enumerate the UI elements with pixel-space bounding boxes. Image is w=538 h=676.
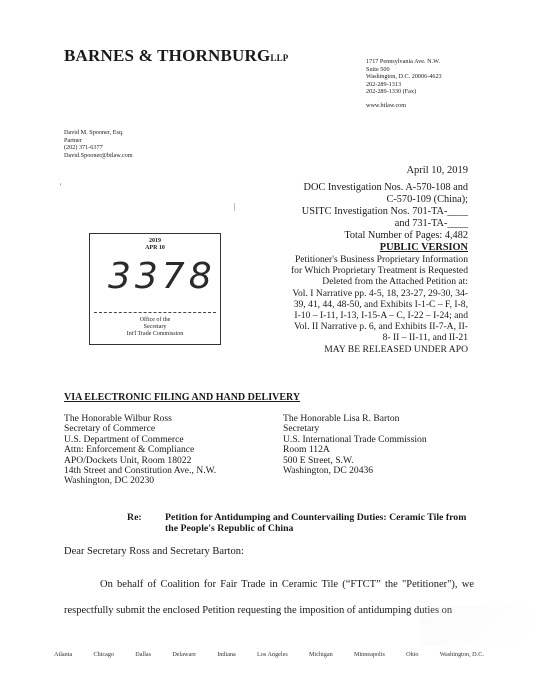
addressee-line: U.S. International Trade Commission: [283, 433, 427, 445]
office-city: Los Angeles: [257, 651, 288, 658]
stamp-line: Int'l Trade Commission: [126, 331, 184, 337]
stamp-divider: [94, 312, 216, 313]
office-city: Delaware: [172, 651, 197, 658]
proprietary-line: Deleted from the Attached Petition at:: [322, 276, 468, 288]
caption-line: DOC Investigation Nos. A-570-108 and: [303, 182, 468, 193]
sender-title: Partner: [64, 136, 82, 144]
body-paragraph: On behalf of Coalition for Fair Trade in Ceramic Tile (“FTCT” the "Petitioner"), we respectfully submit the enclosed Petition requesting the imposition of antidumping duties on: [64, 579, 474, 616]
addressee-line: Secretary of Commerce: [64, 423, 156, 435]
proprietary-line: Vol. II Narrative p. 6, and Exhibits II-7-A, II-: [293, 321, 468, 333]
caption-line: USITC Investigation Nos. 701-TA-____: [301, 206, 468, 217]
subject-line: Petition for Antidumping and Countervailing Duties: Ceramic Tile from the People's Republic of China: [165, 512, 467, 534]
footer-office-list: [54, 651, 484, 658]
office-city: Chicago: [93, 651, 115, 658]
addressee-line: Washington, DC 20436: [283, 465, 374, 477]
proprietary-line: for Which Proprietary Treatment is Requested: [290, 265, 468, 277]
addressee-itc: [283, 414, 427, 476]
proprietary-line: 39, 41, 44, 48-50, and Exhibits I-1-C – F, I-8,: [293, 298, 468, 310]
addressee-line: The Honorable Wilbur Ross: [64, 413, 172, 424]
firm-suffix: LLP: [270, 53, 289, 63]
stamp-footer: [90, 317, 220, 338]
subject-label: Re:: [127, 512, 142, 523]
letter-date: April 10, 2019: [406, 165, 468, 176]
addressee-line: Washington, DC 20230: [64, 475, 155, 487]
firm-address: [366, 58, 442, 110]
office-city: Michigan: [309, 651, 333, 658]
proprietary-line: 8- II – II-11, and II-21: [382, 332, 468, 344]
address-line: Suite 500: [366, 65, 390, 73]
page-count: Total Number of Pages: 4,482: [344, 230, 468, 241]
sender-email[interactable]: David.Spooner@btlaw.com: [64, 151, 133, 159]
office-city: Indiana: [217, 651, 236, 658]
office-city: Minneapolis: [353, 651, 385, 658]
salutation: Dear Secretary Ross and Secretary Barton:: [64, 546, 244, 557]
stamp-year: 2019: [149, 238, 161, 244]
stray-mark: |: [234, 202, 236, 211]
delivery-method: VIA ELECTRONIC FILING AND HAND DELIVERY: [64, 392, 301, 403]
caption-line: and 731-TA-____: [394, 218, 468, 229]
firm-name-text: BARNES & THORNBURG: [64, 46, 271, 65]
addressee-line: U.S. Department of Commerce: [64, 433, 184, 445]
addressee-line: APO/Dockets Unit, Room 18022: [64, 454, 192, 466]
addressee-line: 14th Street and Constitution Ave., N.W.: [64, 465, 217, 477]
addressee-line: The Honorable Lisa R. Barton: [283, 413, 400, 424]
addressee-line: Room 112A: [283, 444, 330, 456]
address-line: 1717 Pennsylvania Ave. N.W.: [366, 58, 440, 65]
stamp-date: APR 10: [145, 244, 165, 251]
office-city: Atlanta: [54, 651, 73, 658]
sender-block: [64, 129, 133, 159]
case-caption: [238, 182, 468, 355]
website-link[interactable]: www.btlaw.com: [366, 101, 407, 109]
sender-phone: (202) 371-6377: [64, 144, 103, 152]
addressee-line: Secretary: [283, 423, 320, 435]
fax-line: 202-289-1330 (Fax): [366, 88, 417, 96]
addressee-line: Attn: Enforcement & Compliance: [64, 444, 195, 456]
office-city: Ohio: [406, 651, 419, 658]
addressee-line: 500 E Street, S.W.: [283, 454, 354, 466]
public-version-label: PUBLIC VERSION: [379, 242, 468, 253]
caption-line: C-570-109 (China);: [386, 194, 468, 205]
addressee-commerce: [64, 414, 216, 487]
proprietary-line: I-10 – I-11, I-13, I-15-A – C, I-22 – I-24; and: [294, 310, 468, 322]
stray-mark: ': [60, 182, 62, 191]
sender-name: David M. Spooner, Esq.: [64, 129, 124, 136]
address-line: Washington, D.C. 20006-4623: [366, 73, 442, 81]
apo-release-line: MAY BE RELEASED UNDER APO: [324, 343, 468, 355]
receipt-stamp: [89, 233, 221, 345]
office-city: Dallas: [135, 651, 152, 658]
proprietary-line: Vol. I Narrative pp. 4-5, 18, 23-27, 29-30, 34-: [292, 287, 468, 299]
stamp-handwritten-number: 3378: [108, 256, 216, 297]
office-city: Washington, D.C.: [439, 651, 484, 658]
proprietary-line: Petitioner's Business Proprietary Information: [294, 254, 468, 265]
stamp-line: Secretary: [143, 324, 167, 330]
firm-name: [64, 46, 288, 66]
scan-watermark: [420, 606, 530, 646]
stamp-line: Office of the: [139, 317, 171, 323]
phone-line: 202-289-1313: [366, 80, 402, 88]
stamp-header: [90, 238, 220, 251]
